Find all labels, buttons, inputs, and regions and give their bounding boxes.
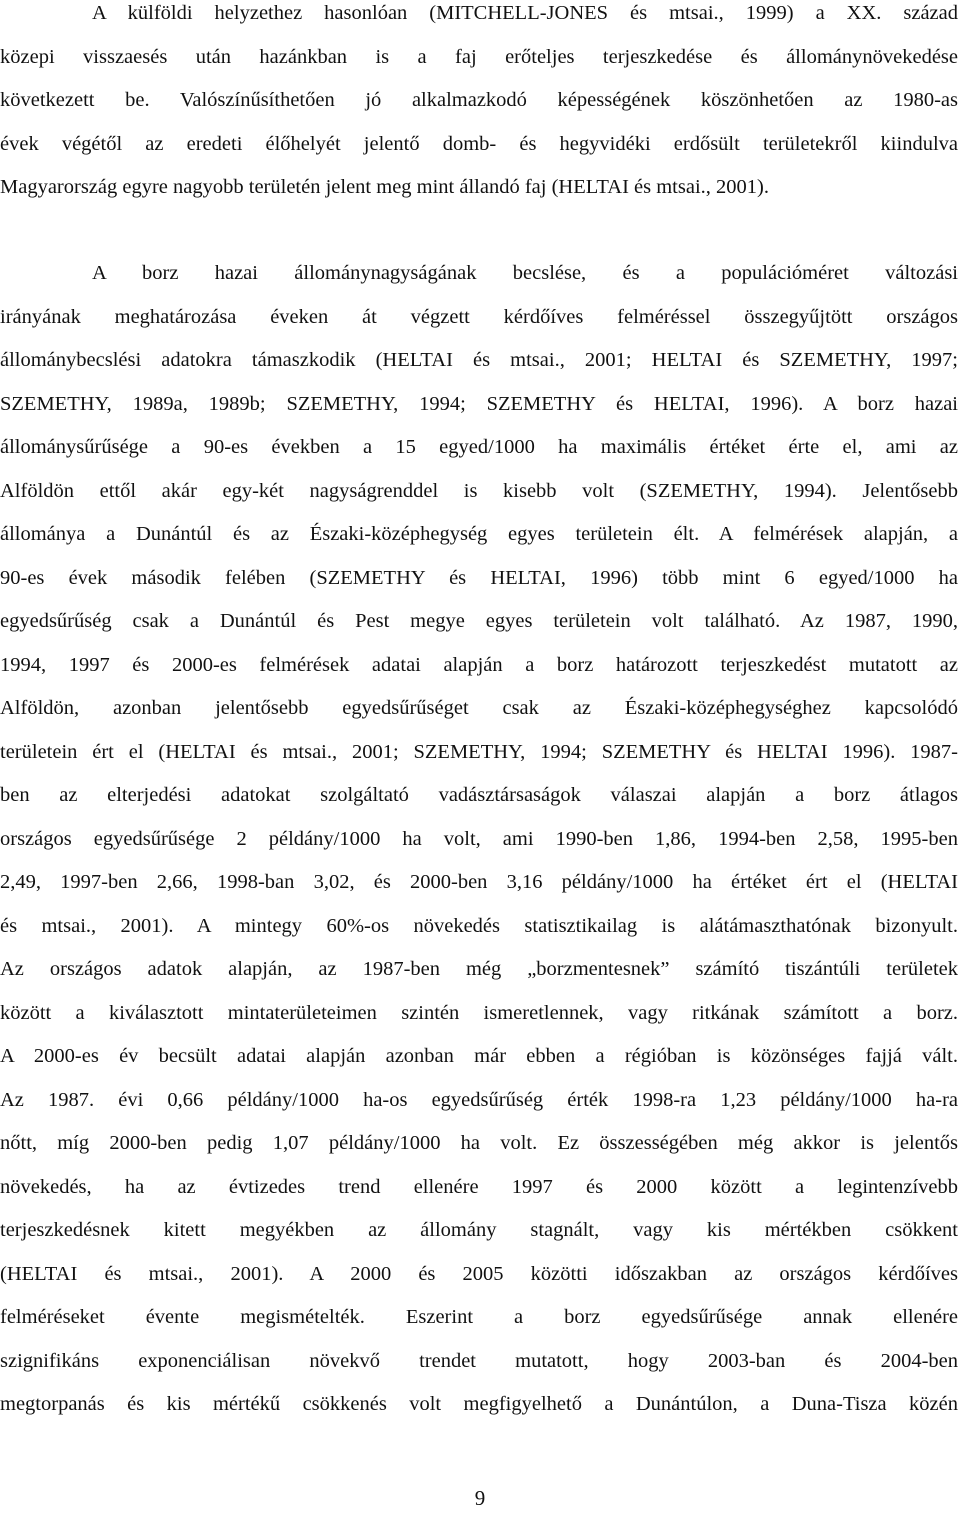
text-line: egyedsűrűség csak a Dunántúl és Pest megye egyes területein volt található. Az 1987, 1990, [0,610,958,632]
text-line: következett be. Valószínűsíthetően jó alkalmazkodó képességének köszönhetően az 1980-as [0,89,958,111]
text-line: országos egyedsűrűsége 2 példány/1000 ha volt, ami 1990-ben 1,86, 1994-ben 2,58, 1995-ben [0,827,958,850]
page-number: 9 [474,1486,486,1510]
text-line: állománybecslési adatokra támaszkodik (HELTAI és mtsai., 2001; HELTAI és SZEMETHY, 1997; [0,349,958,371]
text-line: állománysűrűsége a 90-es években a 15 egyed/1000 ha maximális értéket érte el, ami az [0,436,958,458]
text-line: 1994, 1997 és 2000-es felmérések adatai alapján a borz határozott terjeszkedést mutatott az [0,653,958,676]
text-line: Az országos adatok alapján, az 1987-ben még „borzmentesnek” számító tiszántúli területek [0,958,958,980]
text-line: Alföldön ettől akár egy-két nagyságrenddel is kisebb volt (SZEMETHY, 1994). Jelentősebb [0,479,958,502]
text-line: SZEMETHY, 1989a, 1989b; SZEMETHY, 1994; SZEMETHY és HELTAI, 1996). A borz hazai [0,392,958,415]
text-line: növekedés, ha az évtizedes trend ellenére 1997 és 2000 között a legintenzívebb [0,1175,958,1198]
text-line: közepi visszaesés után hazánkban is a faj erőteljes terjeszkedése és állománynövekedése [0,45,958,68]
text-line: között a kiválasztott mintaterületeimen szintén ismeretlennek, vagy ritkának számított a borz. [0,1001,958,1024]
text-line: 2,49, 1997-ben 2,66, 1998-ban 3,02, és 2000-ben 3,16 példány/1000 ha értéket ért el (HELTAI [0,871,958,893]
text-line: területein ért el (HELTAI és mtsai., 2001; SZEMETHY, 1994; SZEMETHY és HELTAI 1996). 1987- [0,740,958,763]
text-line: felméréseket évente megismételték. Eszerint a borz egyedsűrűsége annak ellenére [0,1306,958,1328]
text-line: évek végétől az eredeti élőhelyét jelentő domb- és hegyvidéki erdősült területekről kiindulva [0,132,958,155]
paragraph-1 [0,0,958,218]
text-line: A 2000-es év becsült adatai alapján azonban már ebben a régióban is közönséges fajjá vált. [0,1045,958,1067]
paragraph-2 [0,260,958,1435]
text-line: A külföldi helyzethez hasonlóan (MITCHELL-JONES és mtsai., 1999) a XX. század [92,2,958,24]
text-line: 90-es évek második felében (SZEMETHY és HELTAI, 1996) több mint 6 egyed/1000 ha [0,566,958,589]
text-line: Alföldön, azonban jelentősebb egyedsűrűséget csak az Északi-középhegységhez kapcsolódó [0,697,958,719]
text-line: szignifikáns exponenciálisan növekvő trendet mutatott, hogy 2003-ban és 2004-ben [0,1349,958,1372]
text-line: Az 1987. évi 0,66 példány/1000 ha-os egyedsűrűség érték 1998-ra 1,23 példány/1000 ha-ra [0,1088,958,1111]
text-line: irányának meghatározása éveken át végzett kérdőíves felméréssel összegyűjtött országos [0,305,958,328]
text-line: (HELTAI és mtsai., 2001). A 2000 és 2005 közötti időszakban az országos kérdőíves [0,1262,958,1285]
text-line: A borz hazai állománynagyságának becslése, és a populációméret változási [92,262,958,284]
text-line: és mtsai., 2001). A mintegy 60%-os növekedés statisztikailag is alátámaszthatónak bizonyult. [0,914,958,937]
text-line: állománya a Dunántúl és az Északi-középhegység egyes területein élt. A felmérések alapján, a [0,523,958,545]
text-line: ben az elterjedési adatokat szolgáltató vadásztársaságok válaszai alapján a borz átlagos [0,784,958,806]
text-line: Magyarország egyre nagyobb területén jelent meg mint állandó faj (HELTAI és mtsai., 2001). [0,176,769,198]
text-line: nőtt, míg 2000-ben pedig 1,07 példány/1000 ha volt. Ez összességében még akkor is jelentős [0,1132,958,1154]
text-line: terjeszkedésnek kitett megyékben az állomány stagnált, vagy kis mértékben csökkent [0,1219,958,1241]
text-line: megtorpanás és kis mértékű csökkenés volt megfigyelhető a Dunántúlon, a Duna-Tisza közén [0,1393,958,1415]
